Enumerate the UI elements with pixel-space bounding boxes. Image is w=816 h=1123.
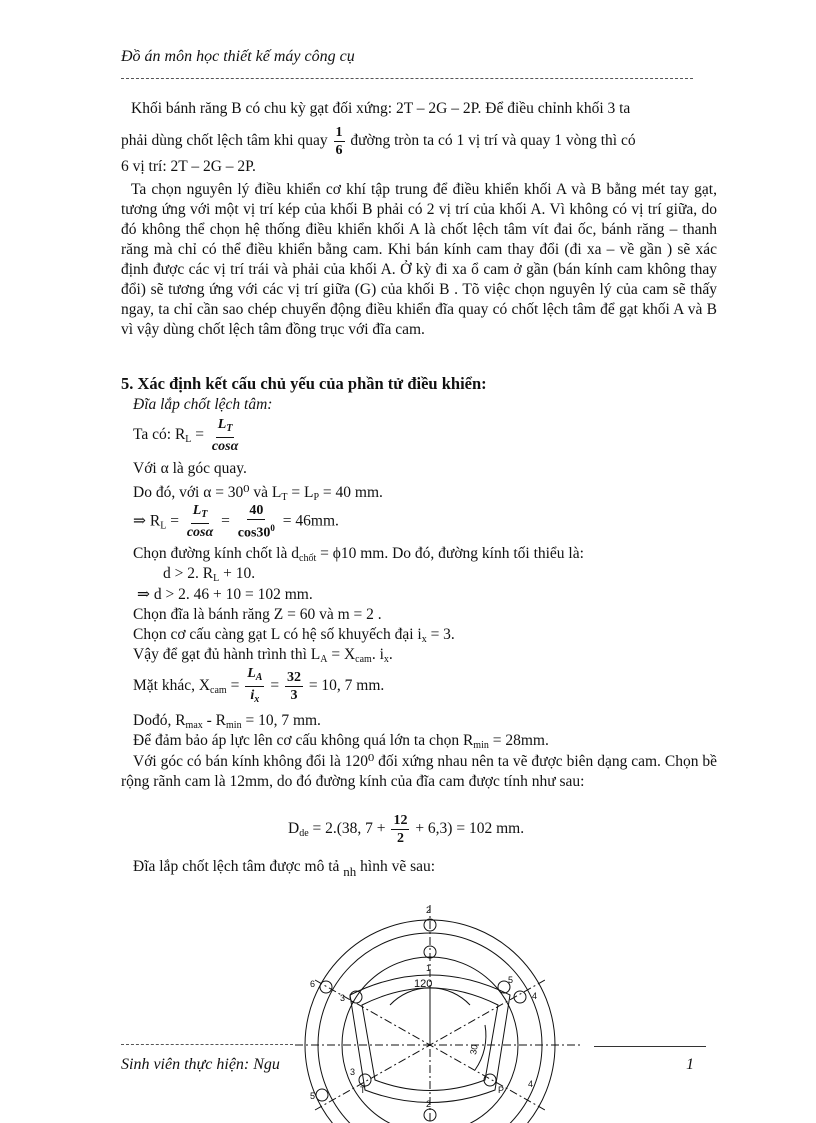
formula-r-diff: Dođó, $R_{max} - R_{min} = 10$, 7 mm. [133, 712, 321, 731]
mark-t: T [360, 1085, 366, 1095]
header-divider [121, 78, 693, 79]
mark-p: P [498, 1085, 505, 1095]
text-pin-diameter: Chọn đường kính chốt là $d_{chốt} = \phi 10$ mm. Do đó, đường kính tối thiểu là: [133, 545, 584, 564]
paragraph-1-line-1: Khối bánh răng B có chu kỳ gạt đối xứng: 2T – 2G – 2P. Để điều chỉnh khối 3 ta [131, 100, 631, 117]
formula-rl-result: ⇒ $R_L$ = $\frac{L_T}{\cos\alpha}$ = $\frac{40}{\cos 30^0}$ = 46mm. [133, 503, 339, 541]
hole-5-bottom [316, 1089, 328, 1101]
footer-divider-left [121, 1044, 293, 1045]
text-disk-choice: Chọn đĩa là bánh răng Z = 60 và m = 2 . [133, 606, 382, 623]
section-5-heading: 5. Xác định kết cấu chủ yếu của phần tử điều khiển: [121, 374, 487, 393]
label-angle-120: 120 [414, 978, 433, 990]
label-angle-30: 30 [468, 1043, 480, 1056]
mark-3: 3 [340, 993, 346, 1003]
text-rmin-choice: Để đảm bảo áp lực lên cơ cấu không quá lớn ta chọn $R_{min} = 28mm$. [133, 732, 549, 751]
section-5-subheading: Đĩa lắp chốt lệch tâm: [133, 396, 273, 413]
mark-5-bottom: 5 [310, 1091, 316, 1101]
hole-6 [320, 981, 332, 993]
paragraph-1-line-2: phải dùng chốt lệch tâm khi quay $\frac{1}{6}$ đường tròn ta có 1 vị trí và quay 1 vòng thì có [121, 125, 636, 158]
paragraph-2: Ta chọn nguyên lý điều khiển cơ khí tập trung để điều khiển khối A và B bằng mét tay gạt, tương ứng với một vị trí kép của khối B phải có 2 vị trí của khối A. Vì không có vị trí giữa, do đó không thể chọn hệ thống điều khiển khối A là chốt lệch tâm vít đai ốc, bánh răng – thanh răng mà chỉ có thể điều khiển bằng cam. Khi bán kính cam thay đổi (đi xa – về gần ) sẽ xác định được các vị trí trái và phải của khối A. Ở kỳ đi xa ổ cam ở gần (bán kính cam không thay đổi) sẽ tương ứng với các vị trí giữa (G) của khối B . Tõ việc chọn nguyên lý của cam sẽ thấy ngay, ta chỉ cần sao chép chuyển động điều khiển đĩa quay có chốt lệch tâm để gạt khối A và B vì vậy dùng chốt lệch tâm đồng trục với đĩa cam. [121, 181, 717, 338]
formula-dde: $D_{de} = 2.(38$, 7 + $\frac{12}{2}$ + 6,3) = 102 mm. [288, 813, 525, 846]
hole-p [484, 1074, 496, 1086]
mark-1-top: 1 [426, 963, 432, 973]
cam-disk-diagram [280, 895, 580, 1123]
text-given-values: Do đó, với α = 30⁰ và $L_T = L_P = 40$ mm. [133, 484, 383, 503]
text-alpha-def: Với α là góc quay. [133, 460, 247, 477]
formula-d-min: d > 2. $R_L + 10$. [163, 565, 256, 584]
mark-5: 5 [508, 975, 514, 985]
mark-2-bottom: 2 [426, 1099, 432, 1109]
paragraph-3: Với góc có bán kính không đổi là 120⁰ đối xứng nhau nên ta vẽ được biên dạng cam. Chọn bề rộng rãnh cam là 12mm, do đó đường kính của đĩa cam được tính như sau: [121, 753, 717, 790]
text-stroke: Vậy để gạt đủ hành trình thì $L_A = X_{cam}$. $i_x$. [133, 646, 393, 665]
mark-4: 4 [532, 991, 538, 1001]
mark-6: 6 [310, 979, 316, 989]
text-figure-intro: Đĩa lắp chốt lệch tâm được mô tả $_{nh}$ hình vẽ sau: [133, 858, 436, 879]
footer-divider-right [594, 1046, 706, 1047]
mark-4-left: 3 [350, 1067, 356, 1077]
footer-author: Sinh viên thực hiện: Ngu [121, 1056, 280, 1073]
page-number: 1 [686, 1056, 694, 1073]
formula-xcam: Mặt khác, $X_{cam}$ = $\frac{L_A}{i_x}$ = $\frac{32}{3}$ = 10, 7 mm. [133, 666, 385, 705]
page-header-title: Đồ án môn học thiết kế máy công cụ [121, 48, 355, 65]
text-lever-choice: Chọn cơ cấu càng gạt L có hệ số khuyếch đại $i_x = 3$. [133, 626, 455, 645]
formula-rl: Ta có: $R_L$ = $\frac{L_T}{\cos\alpha}$ [133, 417, 239, 454]
formula-d-result: ⇒ d > 2. 46 + 10 = 102 mm. [137, 586, 313, 603]
mark-2-top: 2 [426, 905, 432, 915]
fraction-one-sixth: $\frac{1}{6}$ [335, 125, 343, 158]
paragraph-1-line-3: 6 vị trí: 2T – 2G – 2P. [121, 158, 256, 175]
mark-3-right: 4 [528, 1079, 534, 1089]
